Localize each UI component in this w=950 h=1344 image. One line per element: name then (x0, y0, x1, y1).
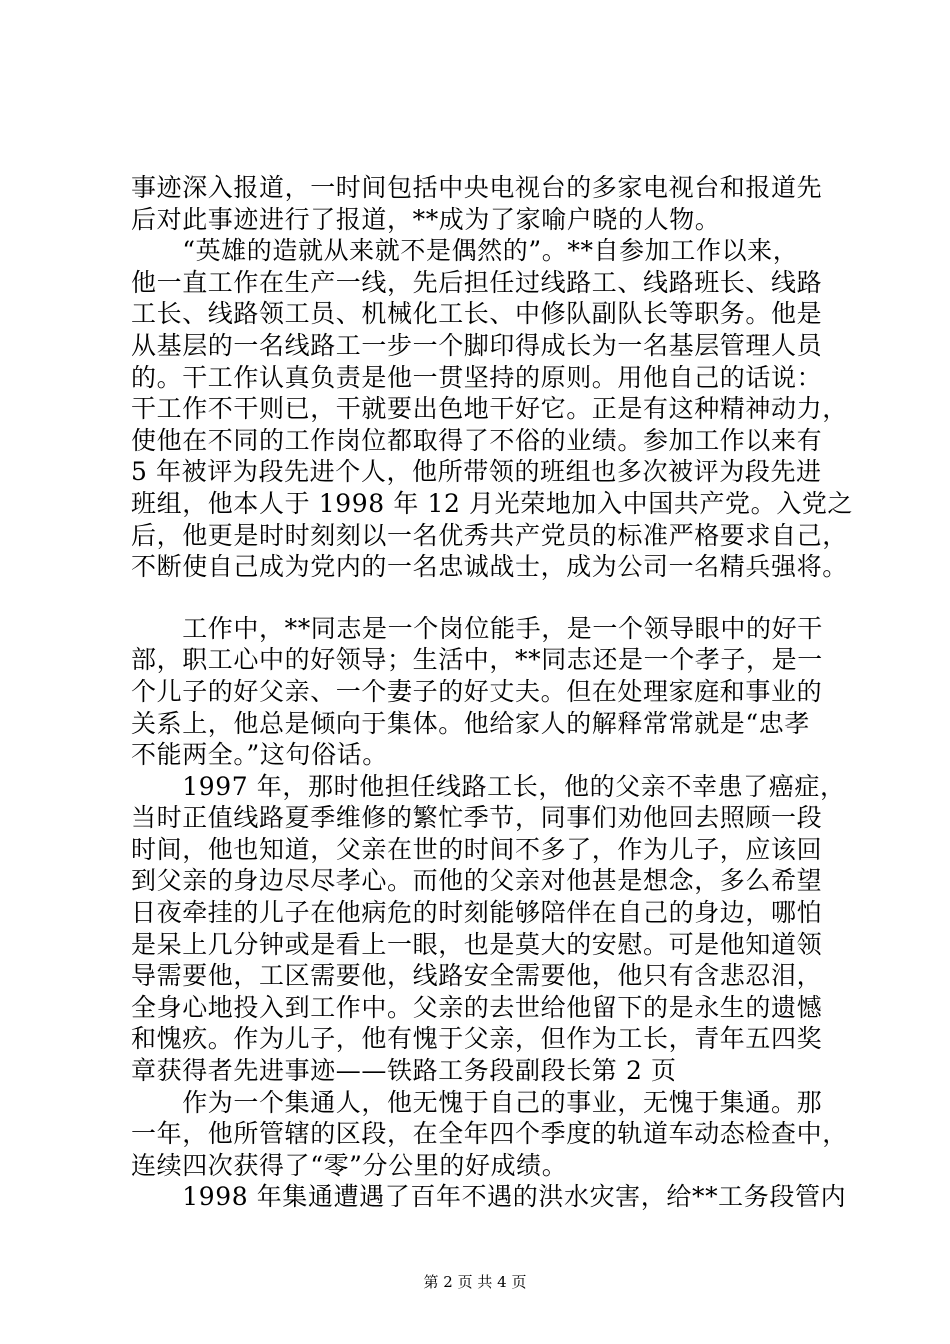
text-line: 一年，他所管辖的区段，在全年四个季度的轨道车动态检查中， (131, 1119, 848, 1149)
text-line: 1997 年，那时他担任线路工长，他的父亲不幸患了癌症， (131, 771, 846, 801)
text-line: 时间，他也知道，父亲在世的时间不多了，作为儿子，应该回 (131, 834, 823, 864)
text-line: 5 年被评为段先进个人，他所带领的班组也多次被评为段先进 (131, 457, 822, 487)
text-line: 和愧疚。作为儿子，他有愧于父亲，但作为工长，青年五四奖 (131, 1024, 823, 1054)
text-line: “英雄的造就从来就不是偶然的”。**自参加工作以来， (131, 236, 799, 266)
text-line: 后，他更是时时刻刻以一名优秀共产党员的标准严格要求自己， (131, 520, 848, 550)
paragraph-gap (131, 583, 831, 613)
text-line: 从基层的一名线路工一步一个脚印得成长为一名基层管理人员 (131, 330, 823, 360)
text-line: 关系上，他总是倾向于集体。他给家人的解释常常就是“忠孝 (131, 708, 810, 738)
text-line: 到父亲的身边尽尽孝心。而他的父亲对他甚是想念，多么希望 (131, 866, 823, 896)
text-line: 不断使自己成为党内的一名忠诚战士，成为公司一名精兵强将。 (131, 552, 848, 582)
text-line: 干工作不干则已，干就要出色地干好它。正是有这种精神动力， (131, 394, 848, 424)
text-line: 作为一个集通人，他无愧于自己的事业，无愧于集通。那 (131, 1087, 823, 1117)
page-footer: 第 2 页 共 4 页 (423, 1273, 527, 1291)
text-line: 他一直工作在生产一线，先后担任过线路工、线路班长、线路 (131, 267, 823, 297)
text-line: 连续四次获得了“零”分公里的好成绩。 (131, 1150, 568, 1180)
text-line: 部，职工心中的好领导；生活中，**同志还是一个孝子，是一 (131, 645, 823, 675)
text-line: 班组，他本人于 1998 年 12 月光荣地加入中国共产党。入党之 (131, 488, 854, 518)
text-line: 的。干工作认真负责是他一贯坚持的原则。用他自己的话说： (131, 362, 823, 392)
text-line: 不能两全。”这句俗话。 (131, 740, 388, 770)
text-line: 后对此事迹进行了报道，**成为了家喻户晓的人物。 (131, 204, 721, 234)
text-line: 导需要他，工区需要他，线路安全需要他，他只有含悲忍泪， (131, 961, 823, 991)
text-line: 是呆上几分钟或是看上一眼，也是莫大的安慰。可是他知道领 (131, 929, 823, 959)
document-body (131, 172, 854, 1213)
text-line: 个儿子的好父亲、一个妻子的好丈夫。但在处理家庭和事业的 (131, 676, 823, 706)
text-line: 1998 年集通遭遇了百年不遇的洪水灾害，给**工务段管内 (131, 1182, 847, 1212)
text-line: 工长、线路领工员、机械化工长、中修队副队长等职务。他是 (131, 299, 823, 329)
text-line: 日夜牵挂的儿子在他病危的时刻能够陪伴在自己的身边，哪怕 (131, 898, 823, 928)
text-line: 使他在不同的工作岗位都取得了不俗的业绩。参加工作以来有 (131, 425, 823, 455)
text-line: 工作中，**同志是一个岗位能手，是一个领导眼中的好干 (131, 613, 823, 643)
text-line: 事迹深入报道，一时间包括中央电视台的多家电视台和报道先 (131, 173, 823, 202)
text-line: 章获得者先进事迹——铁路工务段副段长第 2 页 (131, 1056, 677, 1086)
text-line: 全身心地投入到工作中。父亲的去世给他留下的是永生的遗憾 (131, 992, 823, 1022)
text-line: 当时正值线路夏季维修的繁忙季节，同事们劝他回去照顾一段 (131, 803, 823, 833)
